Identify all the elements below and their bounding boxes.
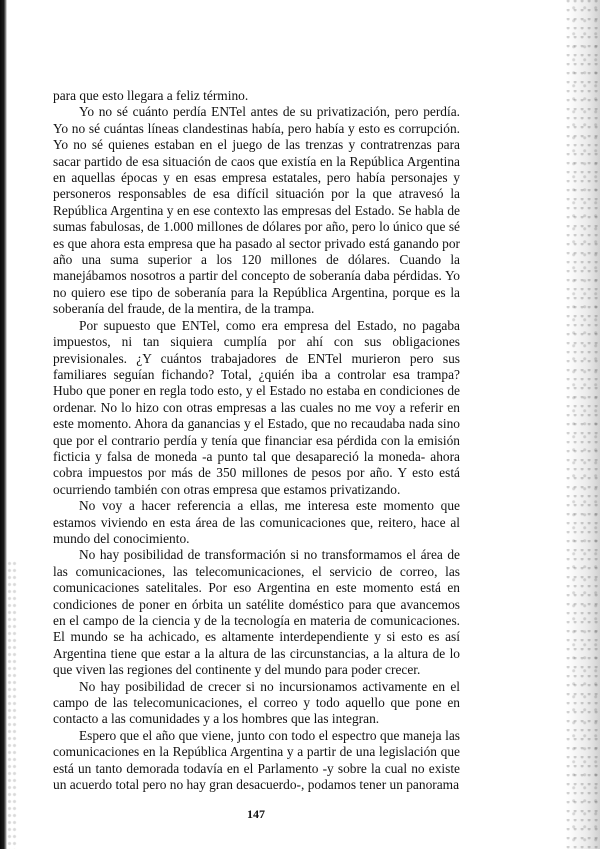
paragraph: No voy a hacer referencia a ellas, me interesa este momento que estamos viviendo en esta área de las comunicaciones que, reitero, hace al mundo del conocimiento. [53,498,460,546]
page-number: 147 [247,807,265,821]
paragraph: No hay posibilidad de transformación si no transformamos el área de las comunicaciones, las telecomunicaciones, el servicio de correo, las comunicaciones satelitales. Por eso Argentina en este momento está en condiciones de poner en órbita un satélite doméstico para que avancemos en el campo de la ciencia y de la tecnología en materia de comunicaciones. El mundo se ha achicado, es altamente interdependiente y si esto es así Argentina tiene que estar a la altura de las circunstancias, a la altura de lo que viven las regiones del continente y del mundo para poder crecer. [53,547,460,678]
scan-noise-left [7,560,17,849]
paragraph: Yo no sé cuánto perdía ENTel antes de su privatización, pero perdía. Yo no sé cuántas líneas clandestinas había, pero había y esto es corrupción. Yo no sé quienes estaban en el juego de las trenzas y contratrenzas para sacar partido de esa situación de caos que existía en la República Argentina en aquellas épocas y en esas empresa estatales, pero había personajes y personeros responsables de esa difícil situación por la que atravesó la República Argentina y en ese contexto las empresas del Estado. Se habla de sumas fabulosas, de 1.000 millones de dólares por año, pero lo único que sé es que ahora esta empresa que ha pasado al sector privado está ganando por año una suma superior a los 120 millones de dólares. Cuando la manejábamos nosotros a partir del concepto de soberanía daba pérdidas. Yo no quiero ese tipo de soberanía para la República Argentina, porque es la soberanía del fraude, de la mentira, de la trampa. [53,104,460,317]
scan-binding-edge [0,0,7,849]
paragraph: No hay posibilidad de crecer si no incursionamos activamente en el campo de las telecomunicaciones, el correo y todo aquello que pone en contacto a las comunidades y a los hombres que las integran. [53,678,460,727]
paragraph: Espero que el año que viene, junto con todo el espectro que maneja las comunicaciones en la República Argentina y a partir de una legislación que está un tanto demorada todavía en el Parlamento -y sobre la cual no existe un acuerdo total pero no hay gran desacuerdo-, podamos tener un panorama [53,727,460,793]
paragraph-continuation: para que esto llegara a feliz término. [53,88,249,103]
page-body-text [53,88,460,793]
scan-noise-right [566,0,600,849]
paragraph: Por supuesto que ENTel, como era empresa del Estado, no pagaba impuestos, ni tan siquiera cumplía por ahí con sus obligaciones previsionales. ¿Y cuántos trabajadores de ENTel murieron pero sus familiares seguían fichando? Total, ¿quién iba a controlar esa trampa? Hubo que poner en regla todo esto, y el Estado no estaba en condiciones de ordenar. No lo hizo con otras empresas a las cuales no me voy a referir en este momento. Ahora da ganancias y el Estado, que no recaudaba nada sino que por el contrario perdía y tenía que financiar esa pérdida con la emisión ficticia y falsa de moneda -a punto tal que desapareció la moneda- ahora cobra impuestos por más de 350 millones de pesos por año. Y esto está ocurriendo también con otras empresa que estamos privatizando. [53,317,460,497]
